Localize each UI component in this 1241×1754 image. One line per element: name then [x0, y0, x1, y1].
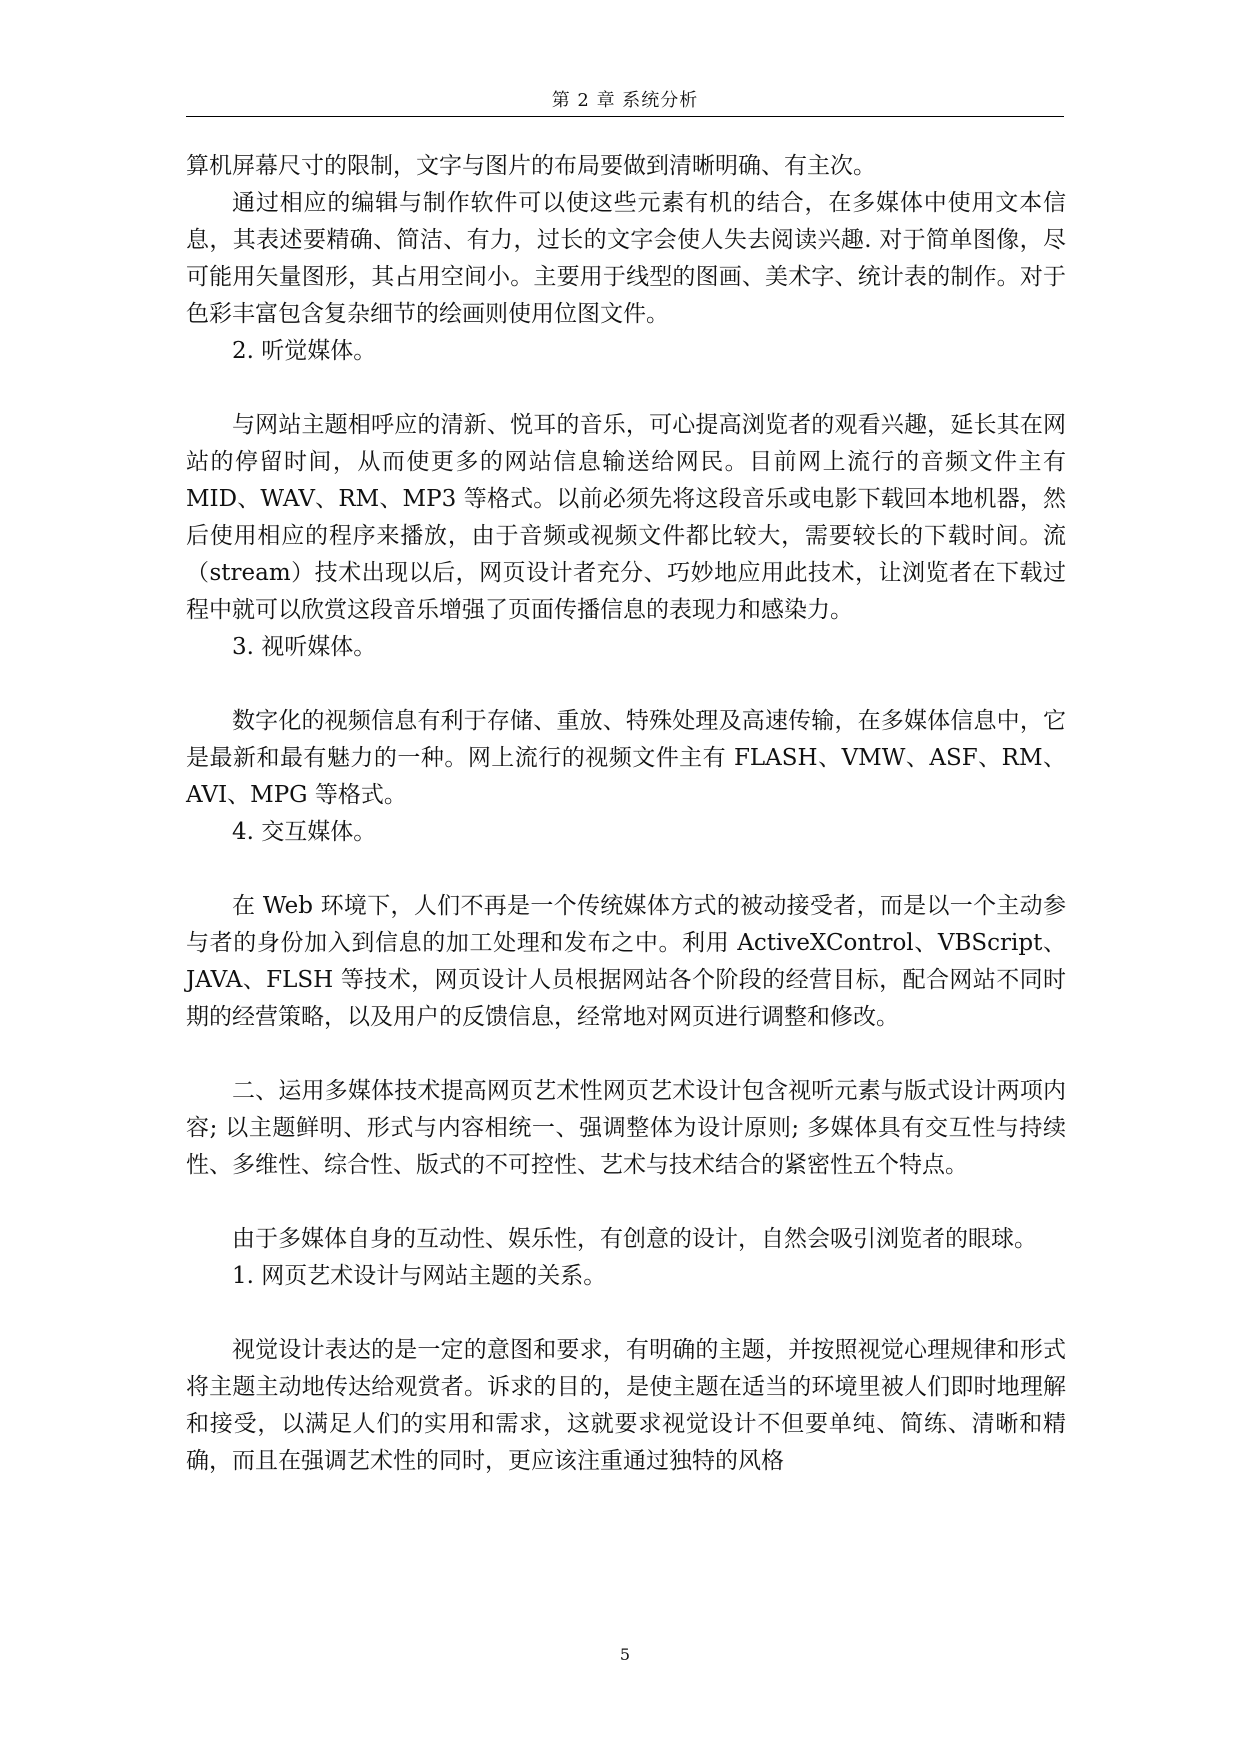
paragraph-text-media: 通过相应的编辑与制作软件可以使这些元素有机的结合，在多媒体中使用文本信息，其表述要精确、简洁、有力，过长的文字会使人失去阅读兴趣. 对于简单图像，尽可能用矢量图形，其占用空间小。主要用于线型的图画、美术字、统计表的制作。对于色彩丰富包含复杂细节的绘画则使用位图文件。	[186, 190, 1066, 327]
paragraph-section-two: 二、运用多媒体技术提高网页艺术性网页艺术设计包含视听元素与版式设计两项内容; 以主题鲜明、形式与内容相统一、强调整体为设计原则; 多媒体具有交互性与持续性、多维性、综合性、版式的不可控性、艺术与技术结合的紧密性五个特点。	[186, 1078, 1066, 1178]
paragraph-audio-media: 与网站主题相呼应的清新、悦耳的音乐，可心提高浏览者的观看兴趣，延长其在网站的停留时间，从而使更多的网站信息输送给网民。目前网上流行的音频文件主有 MID、WAV、RM、MP3 等格式。以前必须先将这段音乐或电影下载回本地机器，然后使用相应的程序来播放，由于音频或视频文件都比较大，需要较长的下载时间。流（stream）技术出现以后，网页设计者充分、巧妙地应用此技术，让浏览者在下载过程中就可以欣赏这段音乐增强了页面传播信息的表现力和感染力。	[186, 412, 1066, 623]
section-heading-av-media: 3. 视听媒体。	[232, 634, 377, 660]
running-header: 第 2 章 系统分析	[551, 90, 699, 111]
section-heading-interactive-media: 4. 交互媒体。	[232, 819, 377, 845]
header-rule	[186, 116, 1064, 117]
paragraph-interactive-media: 在 Web 环境下，人们不再是一个传统媒体方式的被动接受者，而是以一个主动参与者的身份加入到信息的加工处理和发布之中。利用 ActiveXControl、VBScript、JAVA、FLSH 等技术，网页设计人员根据网站各个阶段的经营目标，配合网站不同时期的经营策略，以及用户的反馈信息，经常地对网页进行调整和修改。	[186, 893, 1066, 1030]
paragraph-av-media: 数字化的视频信息有利于存储、重放、特殊处理及高速传输，在多媒体信息中，它是最新和最有魅力的一种。网上流行的视频文件主有 FLASH、VMW、ASF、RM、AVI、MPG 等格式。	[186, 708, 1066, 808]
page-body	[186, 148, 1066, 1480]
paragraph-visual-design: 视觉设计表达的是一定的意图和要求，有明确的主题，并按照视觉心理规律和形式将主题主动地传达给观赏者。诉求的目的，是使主题在适当的环境里被人们即时地理解和接受，以满足人们的实用和需求，这就要求视觉设计不但要单纯、简练、清晰和精确，而且在强调艺术性的同时，更应该注重通过独特的风格	[186, 1337, 1066, 1474]
section-heading-audio-media: 2. 听觉媒体。	[232, 338, 377, 364]
paragraph-multimedia-appeal: 由于多媒体自身的互动性、娱乐性，有创意的设计，自然会吸引浏览者的眼球。	[232, 1226, 1037, 1252]
page-number: 5	[619, 1645, 631, 1664]
paragraph-continuation: 算机屏幕尺寸的限制，文字与图片的布局要做到清晰明确、有主次。	[186, 153, 876, 179]
section-heading-art-design-theme: 1. 网页艺术设计与网站主题的关系。	[232, 1263, 607, 1289]
